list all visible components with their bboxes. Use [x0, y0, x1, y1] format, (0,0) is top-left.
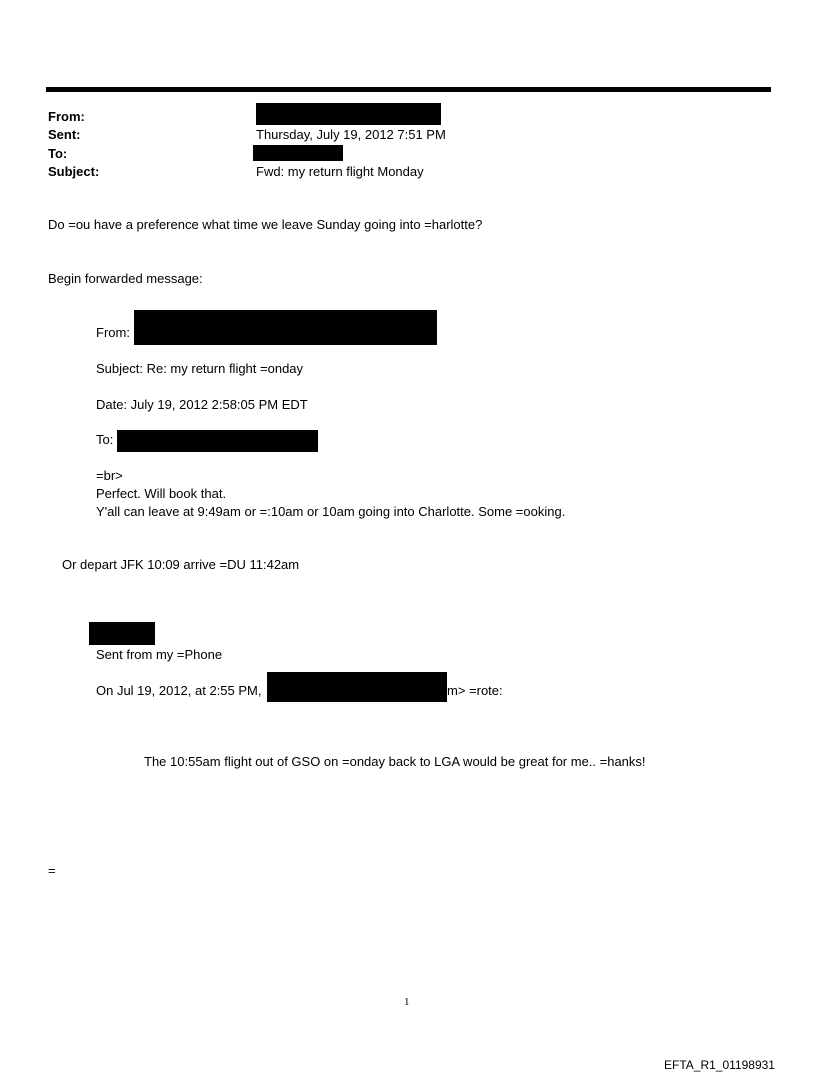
- sent-label: Sent:: [48, 127, 81, 142]
- redacted-from: [256, 103, 441, 125]
- redacted-to: [253, 145, 343, 161]
- fwd-on-date-suffix: m> =rote:: [447, 683, 503, 698]
- sent-value: Thursday, July 19, 2012 7:51 PM: [256, 127, 446, 142]
- subject-label: Subject:: [48, 164, 100, 179]
- header-rule: [46, 87, 771, 92]
- fwd-sent-from: Sent from my =Phone: [96, 647, 223, 662]
- subject-value: Fwd: my return flight Monday: [256, 164, 424, 179]
- redacted-sender-email: [267, 672, 447, 702]
- forward-intro: Begin forwarded message:: [48, 271, 203, 286]
- trailing-equals: =: [48, 863, 56, 878]
- redacted-signature: [89, 622, 155, 645]
- fwd-date: Date: July 19, 2012 2:58:05 PM EDT: [96, 397, 308, 412]
- fwd-to-label: To:: [96, 432, 114, 447]
- fwd-subject: Subject: Re: my return flight =onday: [96, 361, 304, 376]
- fwd-on-date-prefix: On Jul 19, 2012, at 2:55 PM,: [96, 683, 262, 698]
- redacted-fwd-to: [117, 430, 318, 452]
- redacted-fwd-from: [134, 310, 437, 345]
- from-label: From:: [48, 109, 85, 124]
- page-number: 1: [404, 996, 410, 1008]
- fwd-quoted-line: The 10:55am flight out of GSO on =onday back to LGA would be great for me.. =hanks!: [144, 754, 646, 769]
- to-label: To:: [48, 146, 68, 161]
- fwd-from-label: From:: [96, 325, 130, 340]
- fwd-line-perfect: Perfect. Will book that.: [96, 486, 227, 501]
- fwd-line-yall: Y'all can leave at 9:49am or =:10am or 10am going into Charlotte. Some =ooking.: [96, 504, 566, 519]
- document-id: EFTA_R1_01198931: [664, 1058, 775, 1072]
- fwd-line-depart: Or depart JFK 10:09 arrive =DU 11:42am: [62, 557, 300, 572]
- fwd-br-tag: =br>: [96, 468, 123, 483]
- body-line-1: Do =ou have a preference what time we leave Sunday going into =harlotte?: [48, 217, 483, 232]
